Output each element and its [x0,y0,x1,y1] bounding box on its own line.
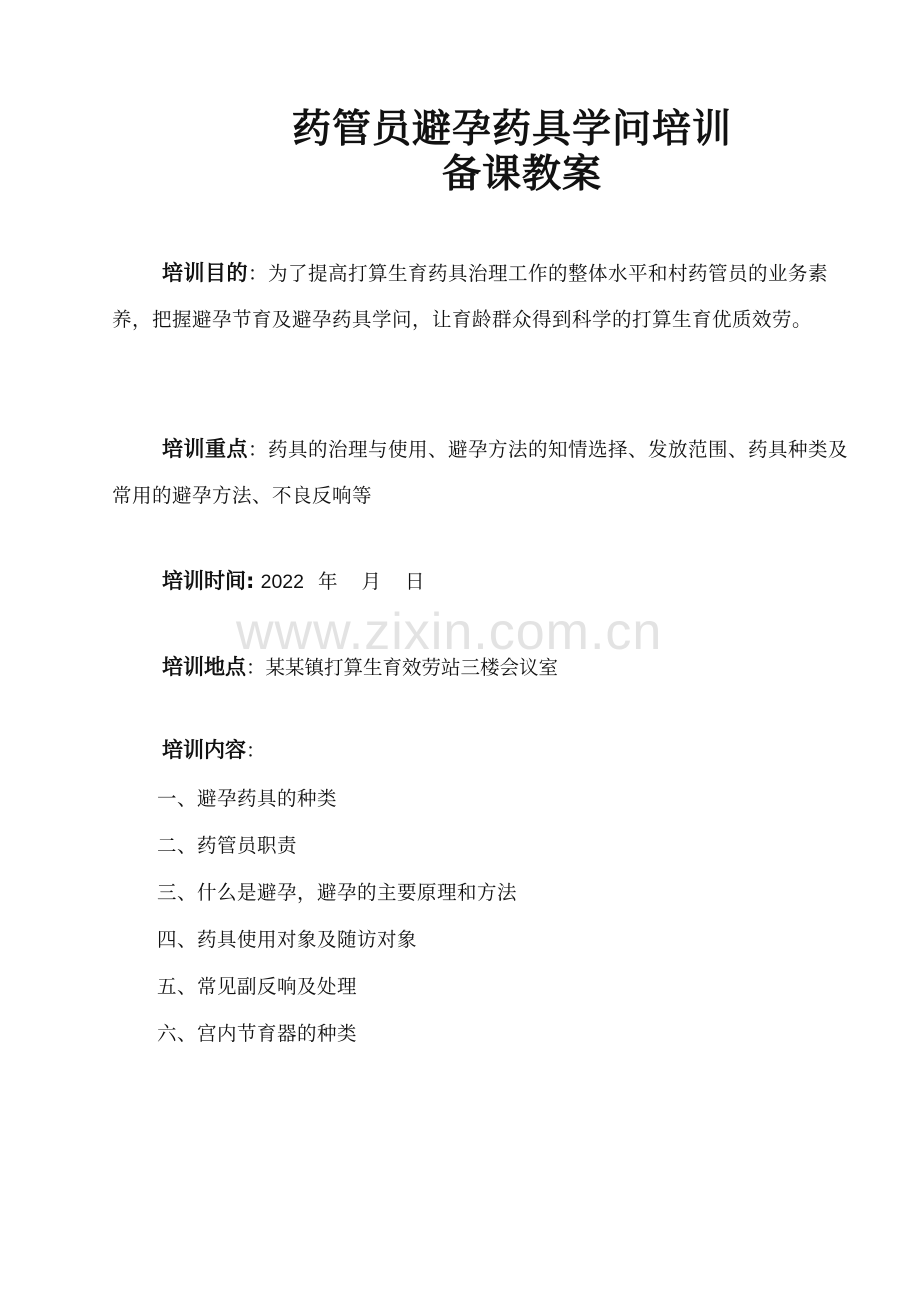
training-date-year: 2022 [260,571,304,593]
training-date-day-unit: 日 [405,571,425,593]
training-place-text: 某某镇打算生育效劳站三楼会议室 [265,656,559,679]
list-item: 二、药管员职责 [157,834,298,857]
list-item: 五、常见副反响及处理 [157,975,358,998]
list-item: 一、避孕药具的种类 [157,787,338,810]
training-focus-label: 培训重点 [162,437,248,461]
training-time-label: 培训时间 [162,569,246,593]
training-content-label: 培训内容 [162,738,246,762]
training-content-colon: ： [246,739,266,762]
training-time-section [162,566,439,597]
training-purpose-text: 为了提高打算生育药具治理工作的整体水平和村药管员的业务素养，把握避孕节育及避孕药具学问，让育龄群众得到科学的打算生育优质效劳。 [112,262,829,331]
training-content-heading [162,735,266,766]
training-purpose-colon: ： [248,262,269,285]
list-item: 四、药具使用对象及随访对象 [157,928,418,951]
training-date-year-unit: 年 [318,571,338,593]
document-title-line2: 备课教案 [441,152,602,197]
training-time-colon: : [246,569,255,593]
training-place-colon: ： [246,656,266,679]
watermark: www.zixin.com.cn [236,603,663,661]
training-date-value [261,571,439,593]
training-focus-colon: ： [248,438,269,461]
training-place-section [162,652,558,683]
training-place-label: 培训地点 [162,655,246,679]
training-content-list [157,784,517,1066]
list-item: 三、什么是避孕，避孕的主要原理和方法 [157,881,518,904]
training-date-month-unit: 月 [361,571,382,593]
list-item: 六、宫内节育器的种类 [157,1022,358,1045]
training-purpose-section [112,250,857,343]
training-focus-section [112,426,857,519]
document-title-line1: 药管员避孕药具学问培训 [291,107,732,152]
training-focus-text: 药具的治理与使用、避孕方法的知情选择、发放范围、药具种类及常用的避孕方法、不良反响等 [112,438,849,507]
training-purpose-label: 培训目的 [162,261,248,285]
